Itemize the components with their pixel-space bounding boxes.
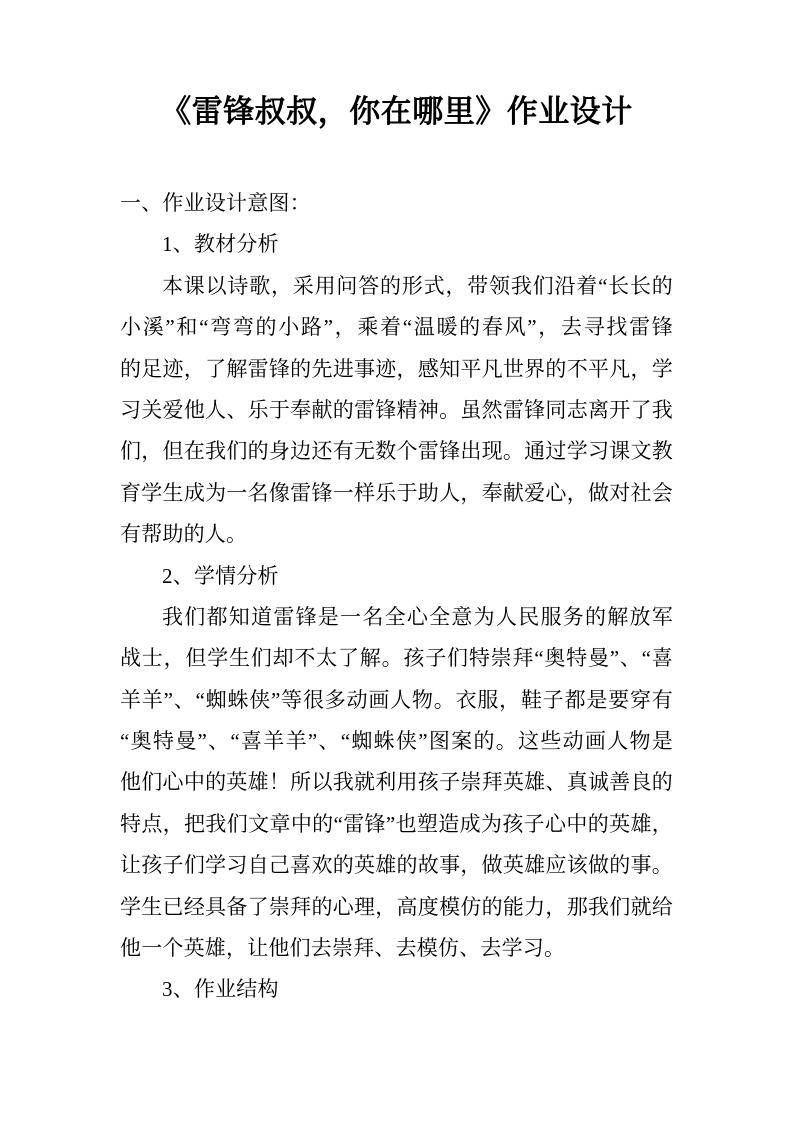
text-line: 我们都知道雷锋是一名全心全意为人民服务的解放军 — [162, 604, 673, 629]
text-line: 本课以诗歌，采用问答的形式，带领我们沿着“长长的 — [162, 273, 673, 298]
text-line: 的足迹，了解雷锋的先进事迹，感知平凡世界的不平凡，学 — [120, 356, 673, 381]
text-line: 们，但在我们的身边还有无数个雷锋出现。通过学习课文教 — [120, 439, 673, 464]
text-line: 1、教材分析 — [162, 232, 279, 257]
text-line: 学生已经具备了崇拜的心理，高度模仿的能力，那我们就给 — [120, 894, 673, 919]
document-title: 《雷锋叔叔，你在哪里》作业设计 — [160, 94, 633, 129]
text-line: 他们心中的英雄！所以我就利用孩子崇拜英雄、真诚善良的 — [120, 770, 673, 795]
text-line: 他一个英雄，让他们去崇拜、去模仿、去学习。 — [120, 936, 566, 961]
text-line: 育学生成为一名像雷锋一样乐于助人，奉献爱心，做对社会 — [120, 480, 673, 505]
text-line: 2、学情分析 — [162, 563, 279, 588]
text-line: 让孩子们学习自己喜欢的英雄的故事，做英雄应该做的事。 — [120, 853, 673, 878]
text-line: 羊羊”、“蜘蛛侠”等很多动画人物。衣服，鞋子都是要穿有 — [120, 687, 673, 712]
text-line: 有帮助的人。 — [120, 522, 248, 547]
text-line: 习关爱他人、乐于奉献的雷锋精神。虽然雷锋同志离开了我 — [120, 397, 673, 422]
text-line: 3、作业结构 — [162, 977, 279, 1002]
text-line: 战士，但学生们却不太了解。孩子们特崇拜“奥特曼”、“喜 — [120, 646, 673, 671]
text-line: 特点，把我们文章中的“雷锋”也塑造成为孩子心中的英雄， — [120, 811, 673, 836]
document-body — [120, 183, 673, 1011]
text-line: 一、作业设计意图： — [120, 191, 311, 215]
text-line: “奥特曼”、“喜羊羊”、“蜘蛛侠”图案的。这些动画人物是 — [120, 729, 673, 754]
text-line: 小溪”和“弯弯的小路”，乘着“温暖的春风”，去寻找雷锋 — [120, 315, 673, 340]
